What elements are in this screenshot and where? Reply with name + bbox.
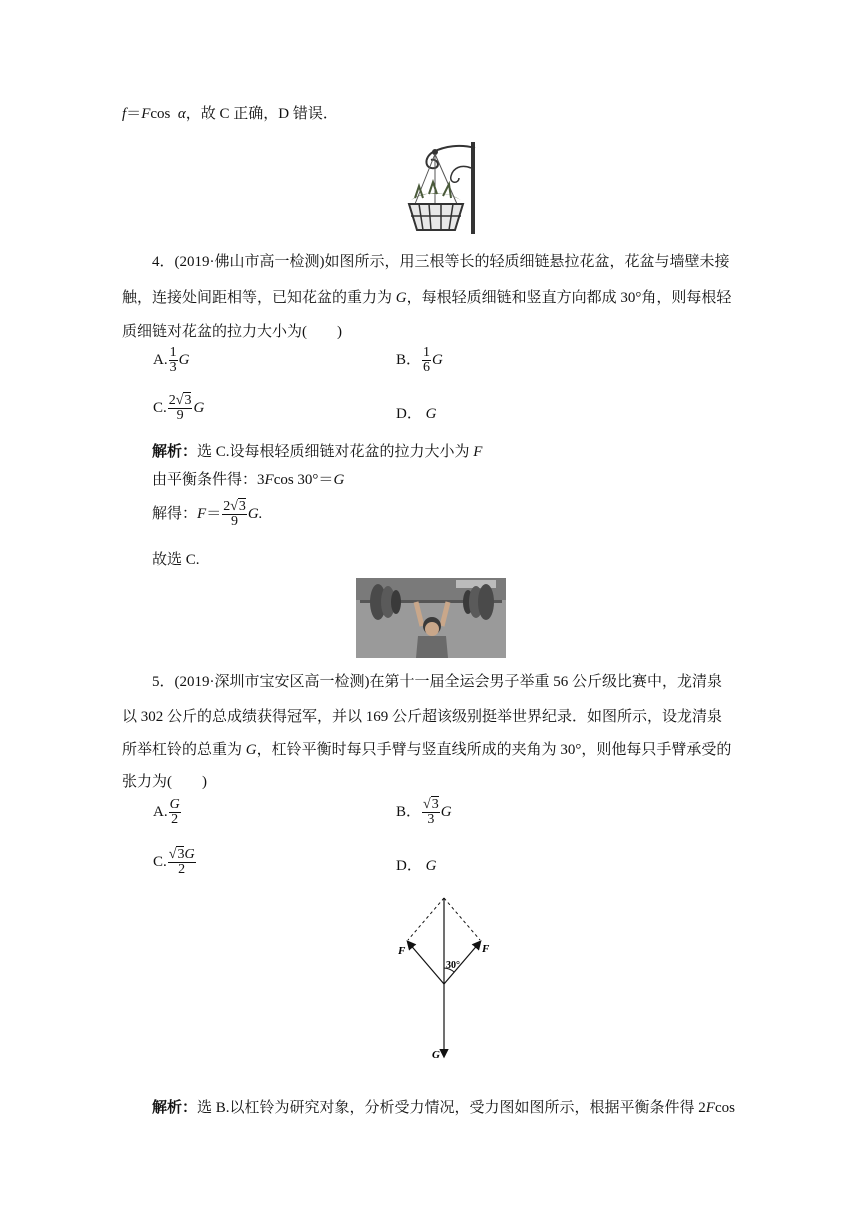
label-F-left: F: [398, 945, 406, 957]
equals: ＝: [206, 505, 222, 522]
q5-text-1: 在第十一届全运会男子举重 56 公斤级比赛中，龙清泉: [369, 674, 723, 690]
analysis-label: 解析：: [152, 444, 198, 460]
q5-text-3a: 所举杠铃的总重为: [122, 742, 246, 758]
sqrt: √3: [423, 797, 439, 812]
top-line-rest: ，故 C 正确，D 错误．: [185, 106, 338, 122]
var-f: f: [122, 106, 127, 122]
coef: 2: [223, 499, 231, 514]
fraction: [168, 848, 196, 877]
option-var: G: [425, 406, 437, 422]
q5-text-4: 张力为( ): [122, 774, 207, 790]
q4-option-b: [396, 346, 443, 375]
option-var: G: [178, 351, 190, 368]
q4-analysis-4: [152, 550, 200, 570]
q4-analysis-1: [152, 442, 482, 462]
q5-option-c: [153, 848, 197, 877]
fraction: [422, 346, 431, 375]
q5-line4: [122, 772, 207, 792]
option-label: C.: [153, 853, 167, 870]
denominator: 2: [171, 812, 179, 827]
fraction: [169, 798, 181, 827]
option-label: D．: [396, 858, 422, 874]
force-diagram: [386, 888, 506, 1064]
q5-line2: [122, 707, 722, 727]
q4-source: (2019·佛山市高一检测): [174, 254, 325, 270]
q4-number: 4．: [152, 254, 175, 270]
label-G: G: [432, 1049, 440, 1061]
fraction: [169, 346, 178, 375]
fraction: [222, 500, 247, 529]
var-F: F: [141, 106, 151, 122]
numerator: [168, 848, 196, 863]
option-var: G: [440, 803, 452, 820]
var-G: G.: [247, 505, 263, 522]
var-F: F: [705, 1100, 715, 1116]
var-F: F: [197, 505, 207, 522]
q5-option-a: [153, 798, 182, 827]
numerator: [422, 798, 440, 813]
label-F-right: F: [482, 943, 490, 955]
denominator: 2: [178, 862, 186, 877]
coef: 2: [168, 393, 176, 408]
analysis-text: cos 30°＝: [273, 472, 334, 488]
radicand: 3: [238, 499, 246, 514]
var-G: G: [333, 472, 345, 488]
weightlifter-photo: [356, 578, 506, 658]
cos-text: cos: [150, 106, 171, 122]
sqrt: √3: [175, 393, 192, 408]
q5-number: 5．: [152, 674, 175, 690]
q4-text-2a: 触，连接处间距相等，已知花盆的重力为: [122, 290, 396, 306]
equals: ＝: [126, 106, 142, 122]
q5-text-3b: ，杠铃平衡时每只手臂与竖直线所成的夹角为 30°，则他每只手臂承受的: [256, 742, 732, 758]
cos-text: cos: [714, 1100, 735, 1116]
dash-right: [444, 898, 480, 940]
flower-pot-image: [405, 138, 487, 238]
analysis-text: 由平衡条件得：3: [152, 472, 265, 488]
denominator: 6: [423, 360, 431, 375]
denominator: 9: [231, 514, 239, 529]
q4-var-G: G: [395, 290, 407, 306]
denominator: 9: [176, 408, 184, 423]
option-var: G: [425, 858, 437, 874]
q4-line3: [122, 322, 342, 342]
denominator: 3: [427, 812, 435, 827]
q5-source: (2019·深圳市宝安区高一检测): [174, 674, 370, 690]
q5-line3: [122, 740, 731, 760]
analysis-text: 选 C.设每根轻质细链对花盆的拉力大小为: [197, 444, 474, 460]
q5-option-b: [396, 798, 452, 827]
label-angle: 30°: [446, 960, 460, 971]
radicand: 3: [184, 393, 192, 408]
numerator: G: [169, 797, 180, 812]
numerator: 1: [169, 345, 177, 360]
var-F: F: [264, 472, 274, 488]
var-F: F: [473, 444, 483, 460]
q4-analysis-3: [152, 500, 262, 529]
q4-line2: [122, 288, 731, 308]
q4-option-c: [153, 394, 204, 423]
q5-text-2: 以 302 公斤的总成绩获得冠军，并以 169 公斤超该级别挺举世界纪录．如图所示，设龙清泉: [122, 709, 723, 725]
numerator: [168, 394, 193, 409]
fraction: [168, 394, 193, 423]
analysis-label: 解析：: [152, 1100, 198, 1116]
dash-left: [408, 898, 444, 940]
q4-option-a: [153, 346, 189, 375]
numerator: [222, 500, 247, 515]
q5-analysis: [152, 1098, 735, 1118]
analysis-text: 故选 C.: [152, 552, 200, 568]
alpha: α: [177, 106, 186, 122]
option-label: A.: [153, 803, 168, 820]
q5-option-d: [396, 854, 436, 875]
q5-line1: [152, 672, 722, 692]
fraction: [422, 798, 440, 827]
q4-line1: [152, 252, 730, 272]
option-var: G: [432, 351, 443, 368]
numerator: 1: [423, 345, 431, 360]
option-var: G: [193, 399, 205, 416]
radicand: 3: [177, 847, 185, 862]
var-G: G: [184, 847, 195, 862]
option-label: B．: [396, 803, 422, 820]
option-label: A.: [153, 351, 168, 368]
sqrt: √3: [168, 847, 185, 862]
q4-analysis-2: [152, 470, 344, 490]
option-label: B．: [396, 351, 422, 368]
q4-text-2b: ，每根轻质细链和竖直方向都成 30°角，则每根轻: [406, 290, 732, 306]
q4-option-d: [396, 402, 436, 423]
q4-text-3: 质细链对花盆的拉力大小为( ): [122, 324, 342, 340]
radicand: 3: [431, 797, 439, 812]
arrow-F-left: [408, 942, 444, 984]
top-line: [122, 104, 338, 124]
q4-text-1: 如图所示，用三根等长的轻质细链悬拉花盆，花盆与墙壁未接: [324, 254, 730, 270]
denominator: 3: [169, 360, 177, 375]
q5-var-G: G: [245, 742, 257, 758]
sqrt: √3: [230, 499, 246, 514]
analysis-text: 解得：: [152, 505, 198, 522]
option-label: C.: [153, 399, 167, 416]
option-label: D．: [396, 406, 422, 422]
analysis-text: 选 B.以杠铃为研究对象，分析受力情况，受力图如图所示，根据平衡条件得 2: [197, 1100, 706, 1116]
